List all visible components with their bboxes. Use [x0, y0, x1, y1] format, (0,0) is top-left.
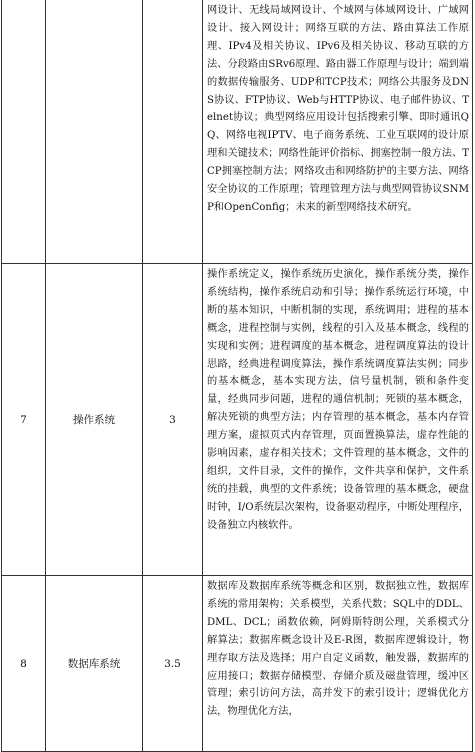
course-number-cell: 7 [2, 264, 46, 576]
table-row [2, 0, 473, 264]
course-hours-cell: 3 [143, 264, 203, 576]
course-name-cell: 操作系统 [46, 264, 143, 576]
course-content-cell: 数据库及数据库系统等概念和区别，数据独立性，数据库系统的常用架构；关系模型，关系代数；SQL中的DDL、DML、DCL；函数依赖，阿姆斯特朗公理，关系模式分解算法；数据库概念设计及E-R图，数据库逻辑设计，物理存取方法及选择；用户自定义函数，触发器，数据库的应用接口；数据存储模型、存储介质及磁盘管理，缓冲区管理；索引访问方法，高并发下的索引设计；逻辑优化方法，物理优化方法， [203, 576, 473, 752]
course-number-cell [2, 0, 46, 264]
course-hours-cell [143, 0, 203, 264]
course-hours-cell: 3.5 [143, 576, 203, 752]
course-name-cell: 数据库系统 [46, 576, 143, 752]
course-table [1, 0, 473, 752]
course-number-cell: 8 [2, 576, 46, 752]
course-content-cell: 网设计、无线局域网设计、个域网与体域网设计、广域网设计、接入网设计；网络互联的方法、路由算法工作原理、IPv4及相关协议、IPv6及相关协议、移动互联的方法、分段路由SRv6原理、路由器工作原理与设计；端到端的数据传输服务、UDP和TCP技术；网络公共服务及DNS协议、FTP协议、Web与HTTP协议、电子邮件协议、Telnet协议；典型网络应用设计包括搜索引擎、即时通讯QQ、网络电视IPTV、电子商务系统、工业互联网的设计原理和关键技术；网络性能评价指标、拥塞控制一般方法、TCP拥塞控制方法；网络攻击和网络防护的主要方法、网络安全协议的工作原理；管理管理方法与典型网管协议SNMP和OpenConfig；未来的新型网络技术研究。 [203, 0, 473, 264]
table-row [2, 264, 473, 576]
course-name-cell [46, 0, 143, 264]
course-content-cell: 操作系统定义，操作系统历史演化，操作系统分类，操作系统结构，操作系统启动和引导；操作系统运行环境，中断的基本知识，中断机制的实现，系统调用；进程的基本概念，进程控制与实例，线程的引入及基本概念，线程的实现和实例；进程调度的基本概念，进程调度算法的设计思路，经典进程调度算法，操作系统调度算法实例；同步的基本概念，基本实现方法，信号量机制，锁和条件变量，经典同步问题，进程的通信机制；死锁的基本概念，解决死锁的典型方法；内存管理的基本概念，基本内存管理方案，虚拟页式内存管理，页面置换算法，虚存性能的影响因素，虚存相关技术；文件管理的基本概念，文件的组织，文件目录，文件的操作，文件共享和保护，文件系统的挂载，典型的文件系统；设备管理的基本概念，硬盘时钟，I/O系统层次架构，设备驱动程序，中断处理程序，设备独立内核软件。 [203, 264, 473, 576]
table-row [2, 576, 473, 752]
